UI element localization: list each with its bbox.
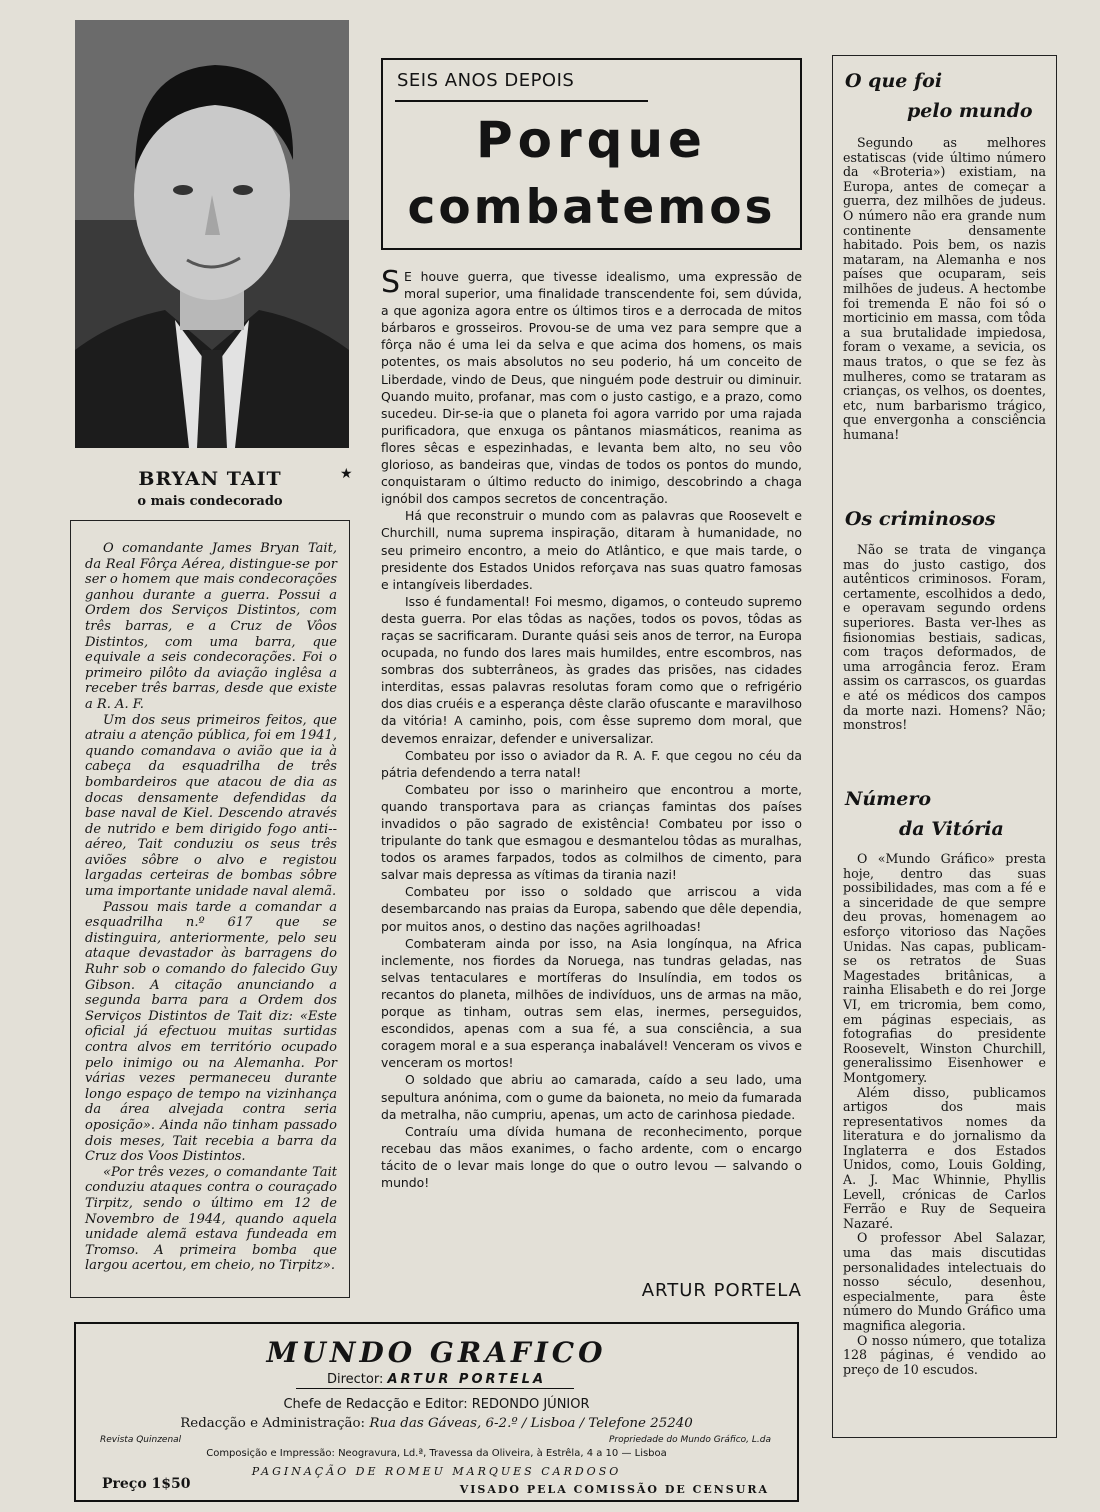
section-heading-pelo-mundo: pelo mundo <box>907 100 1033 122</box>
drop-cap: S <box>381 265 401 300</box>
masthead-title: MUNDO GRAFICO <box>266 1336 607 1369</box>
bryan-tait-box <box>70 520 350 1298</box>
sidebar-paragraph: Além disso, publicamos artigos dos mais representativos nomes da literatura e do jornalismo da Inglaterra e dos Estados Unidos, como, Louis Golding, A. J. Mac Whinnie, Phyllis Levell, crónicas de Carlos Ferrão e Ruy de Sequeira Nazaré. <box>843 1084 1046 1231</box>
article-paragraph: Combateu por isso o aviador da R. A. F. que cegou no céu da pátria defendendo a terra natal! <box>381 747 802 780</box>
article-author: ARTUR PORTELA <box>641 1280 802 1301</box>
section-text-criminosos <box>843 543 1046 733</box>
director-name: ARTUR PORTELA <box>387 1372 547 1387</box>
article-title-line2: combatemos <box>407 180 776 235</box>
article-title-box <box>381 58 802 250</box>
sidebar-box <box>832 55 1057 1438</box>
section-heading-o-que-foi: O que foi <box>845 70 943 92</box>
article-paragraph: Contraíu uma dívida humana de reconhecimento, porque recebau das mãos exanimes, o facho ardente, com o encargo tácito de o levar mais longe do que o outro levou — salvando o mundo! <box>381 1123 802 1190</box>
sidebar-paragraph: O «Mundo Gráfico» presta hoje, dentro das suas possibilidades, mas com a fé e a sinceridade de que sempre deu provas, homenagem ao esforço vitorioso das Nações Unidas. Nas capas, publicam-se os retratos de Suas Magestades britânicas, a rainha Elisabeth e do rei Jorge VI, em tricromia, bem como, em páginas especiais, as fotografias do presidente Roosevelt, Winston Churchill, generalissimo Eisenhower e Montgomery. <box>843 851 1046 1085</box>
masthead-redaccao <box>76 1416 797 1431</box>
article-paragraph: Isso é fundamental! Foi mesmo, digamos, o conteudo supremo desta guerra. Por elas tôdas as nações, todos os povos, tôdas as raças se sacrificaram. Durante quási seis anos de terror, na Europa ocupada, no fundo dos lares mais humildes, entre escombros, nas sombras dos subterrâneos, às grades das prisões, nas cidades interditas, essas palavras resolutas foram como que o refrigério dos dias cruéis e a esperança dêste clarão ofuscante e maravilhoso da vitória! A caminho, pois, com êsse supremo dom moral, que devemos enraizar, defender e universalizar. <box>381 593 802 746</box>
masthead-preco: Preço 1$50 <box>102 1476 191 1492</box>
sidebar-paragraph: O nosso número, que totaliza 128 páginas, é vendido ao preço de 10 escudos. <box>843 1332 1046 1377</box>
masthead-revista: Revista Quinzenal <box>100 1435 182 1445</box>
section-heading-numero: Número <box>845 788 932 810</box>
masthead-director <box>76 1372 797 1387</box>
section-heading-criminosos: Os criminosos <box>845 508 996 530</box>
article-paragraph: Há que reconstruir o mundo com as palavras que Roosevelt e Churchill, numa suprema inspiração, ditaram à humanidade, no seu primeiro encontro, a meio do Atlântico, e que mais tarde, o presidente dos Estados Unidos reforçava nas suas quatro famosas e intangíveis liberdades. <box>381 508 802 592</box>
redaccao-address: Rua das Gáveas, 6-2.º / Lisboa / Telefone 25240 <box>369 1416 693 1431</box>
left-paragraph: O comandante James Bryan Tait, da Real Fôrça Aérea, distingue-se por ser o homem que mais condecorações ganhou durante a guerra. Possui a Ordem dos Serviços Distintos, com três barras, e a Cruz de Vôos Distintos, com uma barra, que equivale a seis condecorações. Foi o primeiro pilôto da aviação inglêsa a receber três barras, desde que existe a R. A. F. <box>85 541 337 712</box>
sidebar-paragraph: O professor Abel Salazar, uma das mais discutidas personalidades intelectuais do nosso século, desenhou, especialmente, para êste número do Mundo Gráfico uma magnifica alegoria. <box>843 1230 1046 1333</box>
masthead-composicao: Composição e Impressão: Neogravura, Ld.ª, Travessa da Oliveira, à Estrêla, 4 a 10 — Lisboa <box>206 1448 667 1459</box>
masthead-propriedade: Propriedade do Mundo Gráfico, L.da <box>608 1435 771 1445</box>
left-paragraph: «Por três vezes, o comandante Tait conduziu ataques contra o couraçado Tirpitz, sendo o último em 12 de Novembro de 1944, quando aquela unidade alemã estava fundeada em Tromso. A primeira bomba que largou acertou, em cheio, no Tirpitz». <box>85 1164 337 1274</box>
article-body <box>381 265 802 1191</box>
director-label: Director: <box>326 1372 384 1387</box>
article-paragraph <box>381 265 802 507</box>
star-icon: ★ <box>340 466 353 482</box>
redaccao-label: Redacção e Administração: <box>180 1416 366 1431</box>
masthead-visado: VISADO PELA COMISSÃO DE CENSURA <box>459 1483 769 1496</box>
article-paragraph: Combateu por isso o soldado que arriscou a vida desembarcando nas praias da Europa, sabendo que dêle dependia, por muitos anos, o destino das nações agrilhoadas! <box>381 884 802 934</box>
kicker-rule <box>395 100 648 102</box>
article-paragraph: Combateram ainda por isso, na Asia longínqua, na Africa inclemente, nos fiordes da Noruega, nas tundras geladas, nas selvas tentaculares e mortíferas do Insulíndia, em todos os recantos do planeta, milhões de indivíduos, uns de armas na mão, porque as tinham, outras sem elas, inermes, perseguidos, escondidos, apenas com a sua fé, a sua consciência, a sua coragem moral e a sua esperança inabalável! Venceram os vivos e venceram os mortos! <box>381 935 802 1071</box>
portrait-photo <box>75 20 349 448</box>
section-heading-da-vitoria: da Vitória <box>899 818 1004 840</box>
masthead-rule <box>296 1388 574 1389</box>
section-text-vitoria <box>843 852 1046 1377</box>
masthead-paginacao: PAGINAÇÃO DE ROMEU MARQUES CARDOSO <box>251 1465 622 1478</box>
photo-caption-subtitle: o mais condecorado <box>137 494 283 509</box>
left-paragraph: Passou mais tarde a comandar a esquadrilha n.º 617 que se distinguira, anteriormente, pelo seu ataque devastador às barragens do Ruhr sob o comando do falecido Guy Gibson. A citação anunciando a segunda barra para a Ordem dos Serviços Distintos de Tait diz: «Este oficial já efectuou muitas surtidas contra alvos em território ocupado pelo inimigo ou na Alemanha. Por várias vezes permaneceu durante longo espaço de tempo na vizinhança da área alvejada contra seria oposição». Ainda não tinham passado dois meses, Tait recebia a barra da Cruz dos Voos Distintos. <box>85 899 337 1165</box>
photo-caption-name: BRYAN TAIT <box>138 468 282 490</box>
article-paragraph: Combateu por isso o marinheiro que encontrou a morte, quando transportava para as crianças famintas dos países invadidos o pão sagrado de existência! Combateu por isso o tripulante do tank que esmagou e desmantelou tôdas as muralhas, todos os arames farpados, todos as colmilhos de cimento, para salvar mais depressa as vítimas da tirania nazi! <box>381 781 802 883</box>
masthead-box <box>74 1322 799 1502</box>
left-paragraph: Um dos seus primeiros feitos, que atraiu a atenção pública, foi em 1941, quando comandava o avião que ia à cabeça da esquadrilha de três bombardeiros que atacou de dia as docas densamente defendidas da base naval de Kiel. Descendo através de nutrido e bem dirigido fogo anti--aéreo, Tait conduziu os seus três aviões sôbre o alvo e registou largadas certeiras de bombas sôbre uma importante unidade naval alemã. <box>85 712 337 900</box>
sidebar-paragraph: Não se trata de vingança mas do justo castigo, dos autênticos criminosos. Foram, certamente, escolhidos a dedo, e operavam segundo ordens superiores. Basta ver-lhes as fisionomias bestiais, sadicas, com traços deformados, de uma arrogância feroz. Eram assim os carrascos, os guardas e até os médicos dos campos da morte nazi. Homens? Não; monstros! <box>843 542 1046 733</box>
sidebar-paragraph: Segundo as melhores estatiscas (vide último número da «Broteria») existiam, na Europa, antes de começar a guerra, dez milhões de judeus. O número não era grande num continente densamente habitado. Pois bem, os nazis mataram, na Alemanha e nos países que ocuparam, seis milhões de judeus. A hectombe foi tremenda E não foi só o morticinio em massa, com tôda a sua brutalidade impiedosa, foram o vexame, a sevicia, os maus tratos, o que se fez às mulheres, como se trataram as crianças, os velhos, os doentes, etc, num barbarismo trágico, que envergonha a consciência humana! <box>843 135 1046 442</box>
article-first-text: E houve guerra, que tivesse idealismo, uma expressão de moral superior, uma finalidade transcendente foi, sem dúvida, a que agoniza agora entre os últimos tiros e a derrocada de mitos bárbaros e grosseiros. Provou-se de uma vez para sempre que a fôrça não é uma lei da selva e que acima dos homens, os mais potentes, os mais absolutos no seu poderio, há um conceito de Liberdade, vindo de Deus, que ninguém pode destruir ou diminuir. Quando muito, profanar, mas com o justo castigo, e a prazo, como sucedeu. Dir-se-ia que o planeta foi agora varrido por uma rajada purificadora, que enxuga os pântanos miasmáticos, reanima as flores sêcas e espezinhadas, e levanta bem alto, no seu vôo glorioso, as bandeiras que, vindas de todos os pontos do mundo, conquistaram o último reducto do inimigo, descobrindo a chaga ignóbil dos campos secretos de concentração. <box>381 269 802 507</box>
article-kicker: SEIS ANOS DEPOIS <box>397 70 575 91</box>
masthead-chefe: Chefe de Redacção e Editor: REDONDO JÚNIOR <box>283 1397 590 1412</box>
section-text-mundo <box>843 136 1046 442</box>
article-paragraph: O soldado que abriu ao camarada, caído a seu lado, uma sepultura anónima, com o gume da baioneta, no meio da fumarada da metralha, não cumpriu, apenas, um acto de carinhosa piedade. <box>381 1072 802 1122</box>
article-title-line1: Porque <box>476 111 707 169</box>
